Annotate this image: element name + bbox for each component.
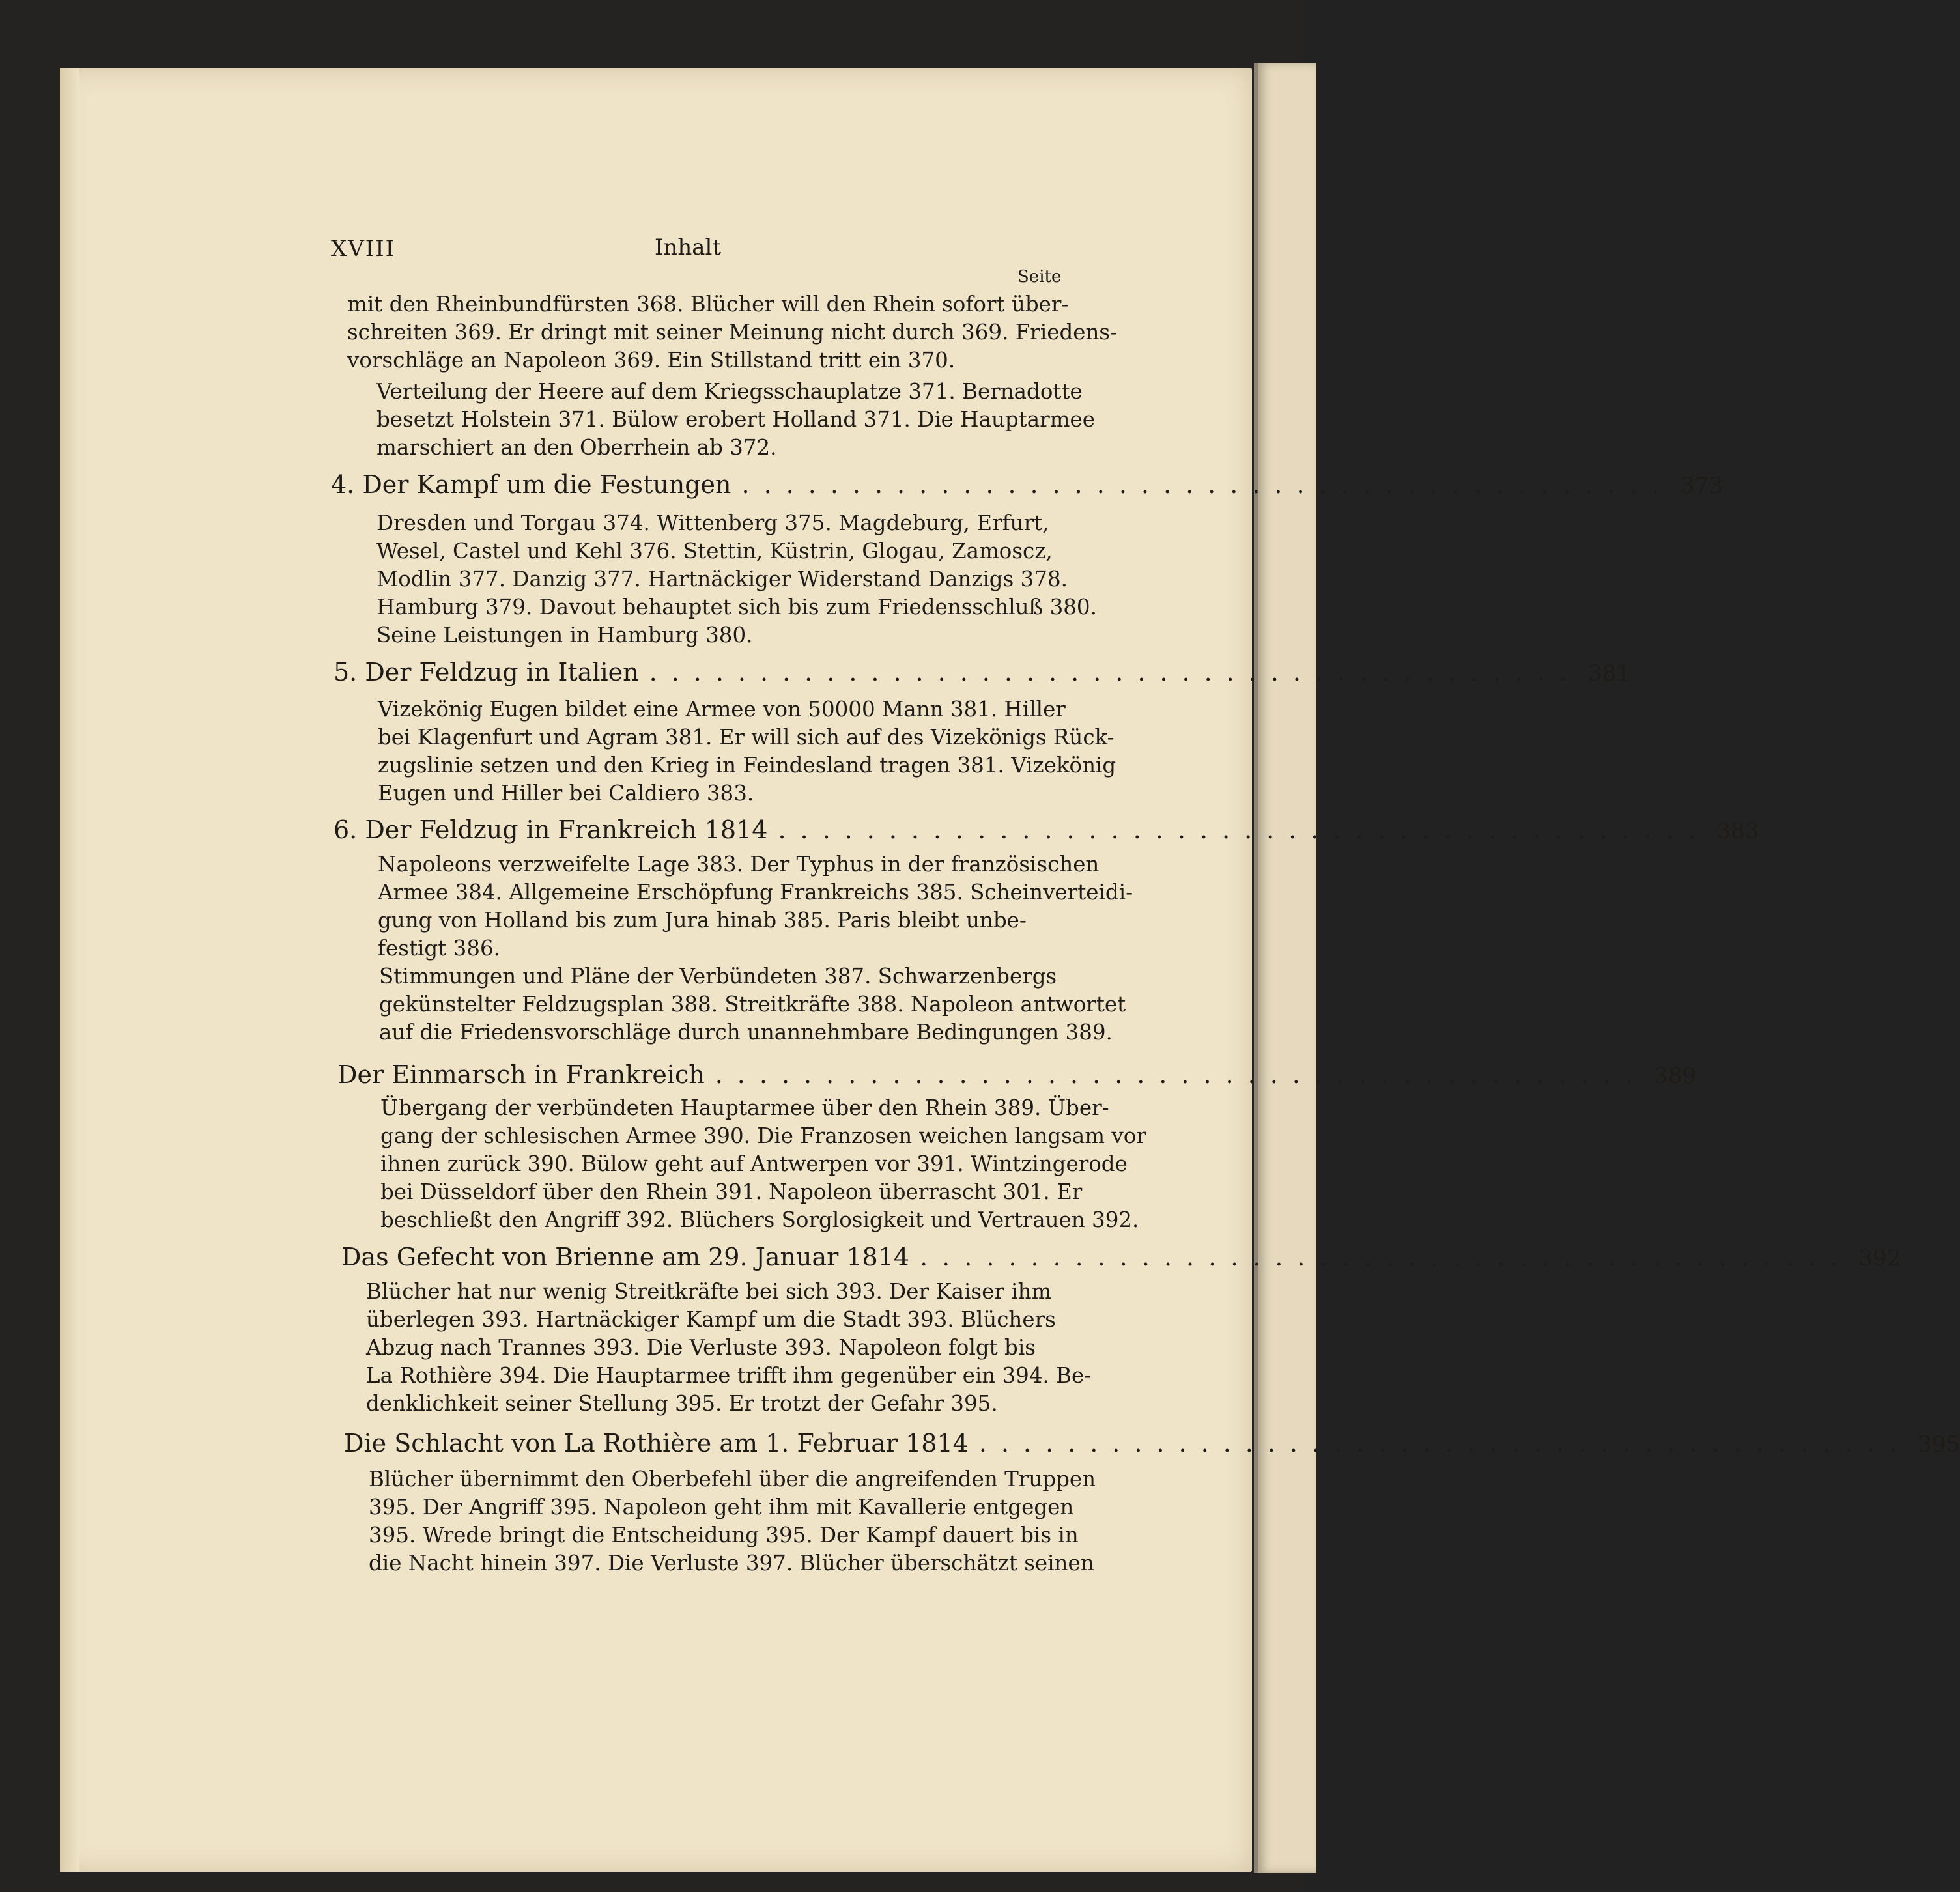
toc-entry-title: Das Gefecht von Brienne am 29. Januar 1814 (341, 1243, 910, 1271)
text-line: Seine Leistungen in Hamburg 380. (376, 623, 753, 647)
text-line: gekünstelter Feldzugsplan 388. Streitkräfte 388. Napoleon antwortet (379, 992, 1126, 1017)
toc-brienne-heading (341, 1243, 1901, 1271)
text-line: die Nacht hinein 397. Die Verluste 397. Blücher überschätzt seinen (369, 1551, 1094, 1575)
text-line: Verteilung der Heere auf dem Kriegsschauplatze 371. Bernadotte (376, 379, 1083, 404)
toc-entry-page: 395 (1918, 1432, 1960, 1458)
text-line: Hamburg 379. Davout behauptet sich bis zum Friedensschluß 380. (376, 595, 1097, 619)
text-line: Modlin 377. Danzig 377. Hartnäckiger Widerstand Danzigs 378. (376, 567, 1068, 591)
text-line: mit den Rheinbundfürsten 368. Blücher will den Rhein sofort über- (347, 292, 1069, 317)
text-line: schreiten 369. Er dringt mit seiner Meinung nicht durch 369. Friedens- (347, 320, 1118, 345)
page-margin-shade (60, 68, 79, 1872)
text-line: Dresden und Torgau 374. Wittenberg 375. Magdeburg, Erfurt, (376, 511, 1049, 535)
text-line: Wesel, Castel und Kehl 376. Stettin, Küstrin, Glogau, Zamoscz, (376, 539, 1053, 563)
toc-entry-page: 389 (1654, 1063, 1696, 1089)
toc-entry-4-summary (376, 509, 1097, 649)
text-line: Abzug nach Trannes 393. Die Verluste 393. Napoleon folgt bis (366, 1335, 1036, 1360)
text-line: überlegen 393. Hartnäckiger Kampf um die Stadt 393. Blüchers (366, 1307, 1056, 1332)
toc-entry-page: 373 (1680, 473, 1723, 499)
text-line: festigt 386. (378, 936, 500, 961)
text-line: gang der schlesischen Armee 390. Die Franzosen weichen langsam vor (380, 1123, 1146, 1148)
leader-dots: .......................................... (741, 470, 1674, 499)
text-line: besetzt Holstein 371. Bülow erobert Holland 371. Die Hauptarmee (376, 407, 1095, 432)
toc-einmarsch-heading (337, 1060, 1696, 1089)
text-line: marschiert an den Oberrhein ab 372. (376, 435, 777, 460)
text-line: gung von Holland bis zum Jura hinab 385. Paris bleibt unbe- (378, 908, 1027, 933)
text-line: zugslinie setzen und den Krieg in Feindesland tragen 381. Vizekönig (378, 753, 1116, 778)
toc-rothiere-heading (344, 1429, 1960, 1458)
leader-dots: .......................................... (778, 815, 1711, 844)
toc-brienne-summary (366, 1278, 1091, 1418)
text-line: Vizekönig Eugen bildet eine Armee von 50000 Mann 381. Hiller (378, 697, 1066, 722)
text-line: 395. Wrede bringt die Entscheidung 395. Der Kampf dauert bis in (369, 1523, 1079, 1547)
text-line: Blücher übernimmt den Oberbefehl über die angreifenden Truppen (369, 1467, 1096, 1491)
leader-dots: .......................................... (649, 658, 1582, 686)
text-line: Eugen und Hiller bei Caldiero 383. (378, 781, 754, 806)
toc-entry-4-heading (331, 470, 1723, 499)
toc-entry-6-heading (334, 815, 1759, 844)
text-line: La Rothière 394. Die Hauptarmee trifft ihm gegenüber ein 394. Be- (366, 1363, 1092, 1388)
leader-dots: .......................................... (715, 1060, 1648, 1089)
toc-entry-6-summary-2 (379, 963, 1126, 1047)
toc-entry-page: 383 (1716, 818, 1759, 844)
facing-page-edge (1254, 63, 1316, 1873)
page-number-roman: XVIII (331, 236, 396, 262)
toc-entry-6-summary (378, 851, 1133, 963)
seite-label: Seite (1017, 267, 1062, 287)
text-line: Armee 384. Allgemeine Erschöpfung Frankreichs 385. Scheinverteidi- (378, 880, 1133, 905)
toc-entry-5-summary (378, 696, 1116, 808)
toc-entry-title: 6. Der Feldzug in Frankreich 1814 (334, 815, 768, 844)
text-line: Blücher hat nur wenig Streitkräfte bei sich 393. Der Kaiser ihm (366, 1279, 1052, 1304)
toc-einmarsch-summary (380, 1094, 1146, 1234)
toc-entry-title: Der Einmarsch in Frankreich (337, 1060, 705, 1089)
text-line: Übergang der verbündeten Hauptarmee über den Rhein 389. Über- (380, 1095, 1109, 1120)
toc-entry-title: Die Schlacht von La Rothière am 1. Februar 1814 (344, 1429, 969, 1458)
text-line: denklichkeit seiner Stellung 395. Er trotzt der Gefahr 395. (366, 1391, 998, 1416)
text-line: ihnen zurück 390. Bülow geht auf Antwerpen vor 391. Wintzingerode (380, 1151, 1128, 1176)
toc-entry-page: 392 (1858, 1245, 1901, 1271)
leader-dots: .......................................... (920, 1243, 1853, 1271)
text-line: 395. Der Angriff 395. Napoleon geht ihm mit Kavallerie entgegen (369, 1495, 1074, 1519)
text-line: auf die Friedensvorschläge durch unannehmbare Bedingungen 389. (379, 1020, 1113, 1045)
text-line: bei Klagenfurt und Agram 381. Er will sich auf des Vizekönigs Rück- (378, 725, 1115, 750)
text-line: beschließt den Angriff 392. Blüchers Sorglosigkeit und Vertrauen 392. (380, 1207, 1139, 1232)
text-line: Napoleons verzweifelte Lage 383. Der Typhus in der französischen (378, 852, 1100, 877)
text-line: Stimmungen und Pläne der Verbündeten 387. Schwarzenbergs (379, 964, 1057, 989)
toc-rothiere-summary (369, 1465, 1096, 1577)
distribution-paragraph (376, 378, 1095, 462)
text-line: bei Düsseldorf über den Rhein 391. Napoleon überrascht 301. Er (380, 1179, 1083, 1204)
continuation-paragraph (347, 290, 1117, 374)
toc-entry-title: 5. Der Feldzug in Italien (334, 658, 639, 686)
toc-entry-5-heading (334, 658, 1630, 686)
page-header-title: Inhalt (655, 234, 722, 261)
leader-dots: .......................................... (978, 1429, 1912, 1458)
toc-entry-title: 4. Der Kampf um die Festungen (331, 470, 731, 499)
toc-entry-page: 381 (1587, 660, 1630, 686)
text-line: vorschläge an Napoleon 369. Ein Stillstand tritt ein 370. (347, 348, 956, 373)
